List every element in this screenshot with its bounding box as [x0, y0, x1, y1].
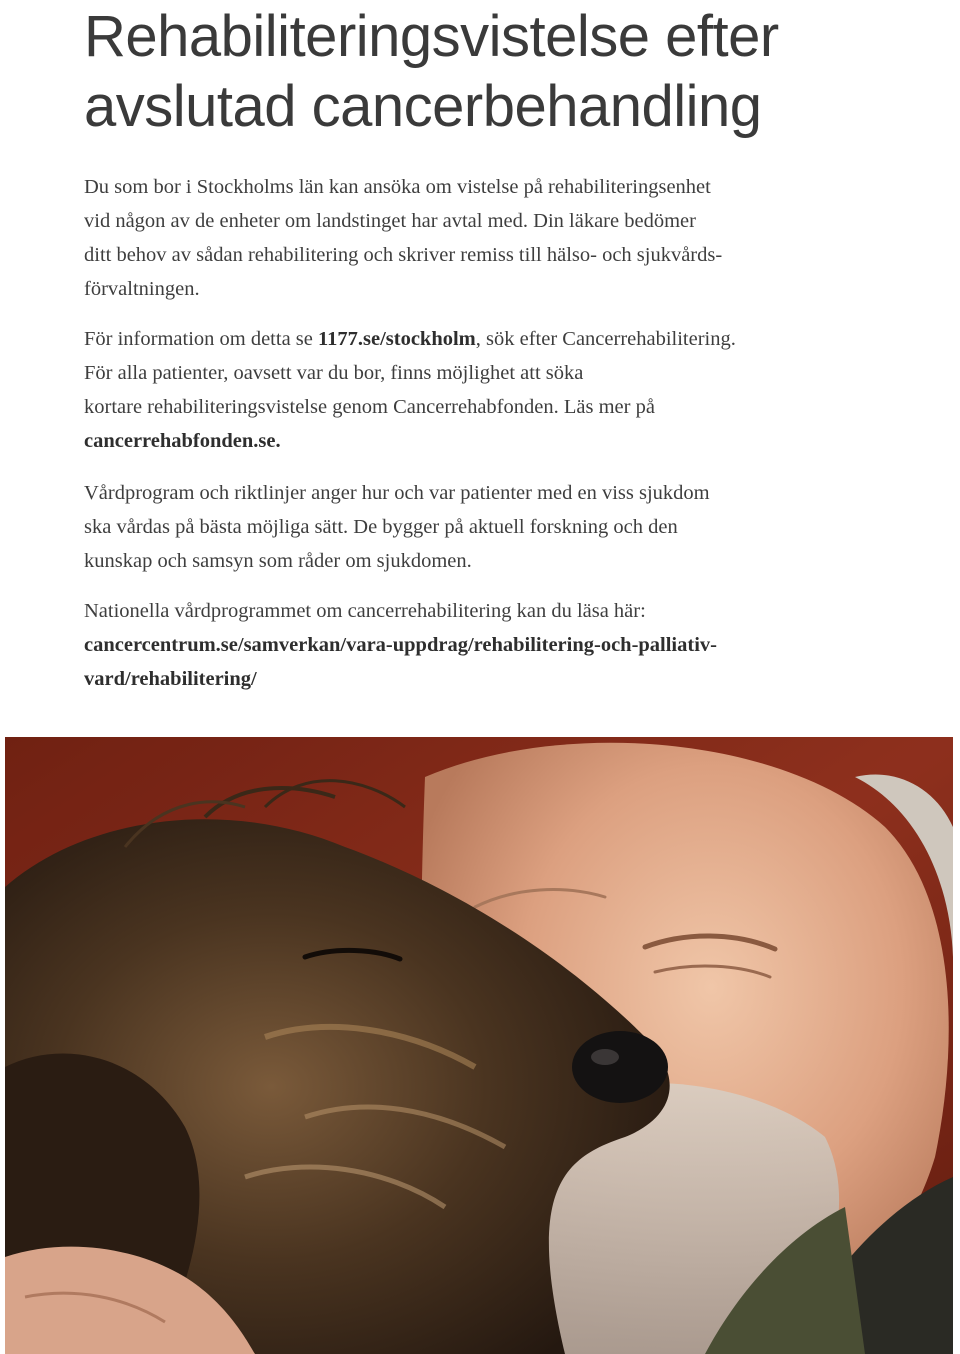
text-prefix: För information om detta se — [84, 328, 318, 350]
text-line: kortare rehabiliteringsvistelse genom Cancerrehabfonden. Läs mer på — [84, 396, 655, 418]
photo-illustration — [5, 737, 953, 1354]
text-line: vid någon av de enheter om landstinget har avtal med. Din läkare bedömer — [84, 210, 696, 232]
page-title — [84, 2, 944, 142]
text-line: Du som bor i Stockholms län kan ansöka om vistelse på rehabiliteringsenhet — [84, 176, 711, 198]
text-line: Nationella vårdprogrammet om cancerrehabilitering kan du läsa här: — [84, 600, 646, 622]
text-line: ditt behov av sådan rehabilitering och skriver remiss till hälso- och sjukvårds- — [84, 244, 723, 266]
paragraph-more-info — [84, 322, 884, 458]
paragraph-stockholm-rehab — [84, 170, 884, 306]
photo-man-with-dog — [5, 737, 953, 1354]
text-line: kunskap och samsyn som råder om sjukdomen. — [84, 550, 472, 572]
text-line: förvaltningen. — [84, 278, 200, 300]
text-line: ska vårdas på bästa möjliga sätt. De bygger på aktuell forskning och den — [84, 516, 678, 538]
text-line: Vårdprogram och riktlinjer anger hur och var patienter med en viss sjukdom — [84, 482, 710, 504]
text-suffix: , sök efter Cancerrehabilitering. — [475, 328, 736, 350]
paragraph-care-programs — [84, 476, 884, 578]
link-cancercentrum-line-1[interactable]: cancercentrum.se/samverkan/vara-uppdrag/rehabilitering-och-palliativ- — [84, 634, 717, 656]
link-cancerrehabfonden[interactable]: cancerrehabfonden.se. — [84, 430, 281, 452]
paragraph-national-program — [84, 594, 884, 696]
title-line-2: avslutad cancerbehandling — [84, 74, 762, 139]
link-1177[interactable]: 1177.se/stockholm — [318, 328, 476, 350]
text-line: För alla patienter, oavsett var du bor, finns möjlighet att söka — [84, 362, 584, 384]
title-line-1: Rehabiliteringsvistelse efter — [84, 4, 779, 69]
link-cancercentrum-line-2[interactable]: vard/rehabilitering/ — [84, 668, 257, 690]
text-line — [84, 322, 884, 356]
